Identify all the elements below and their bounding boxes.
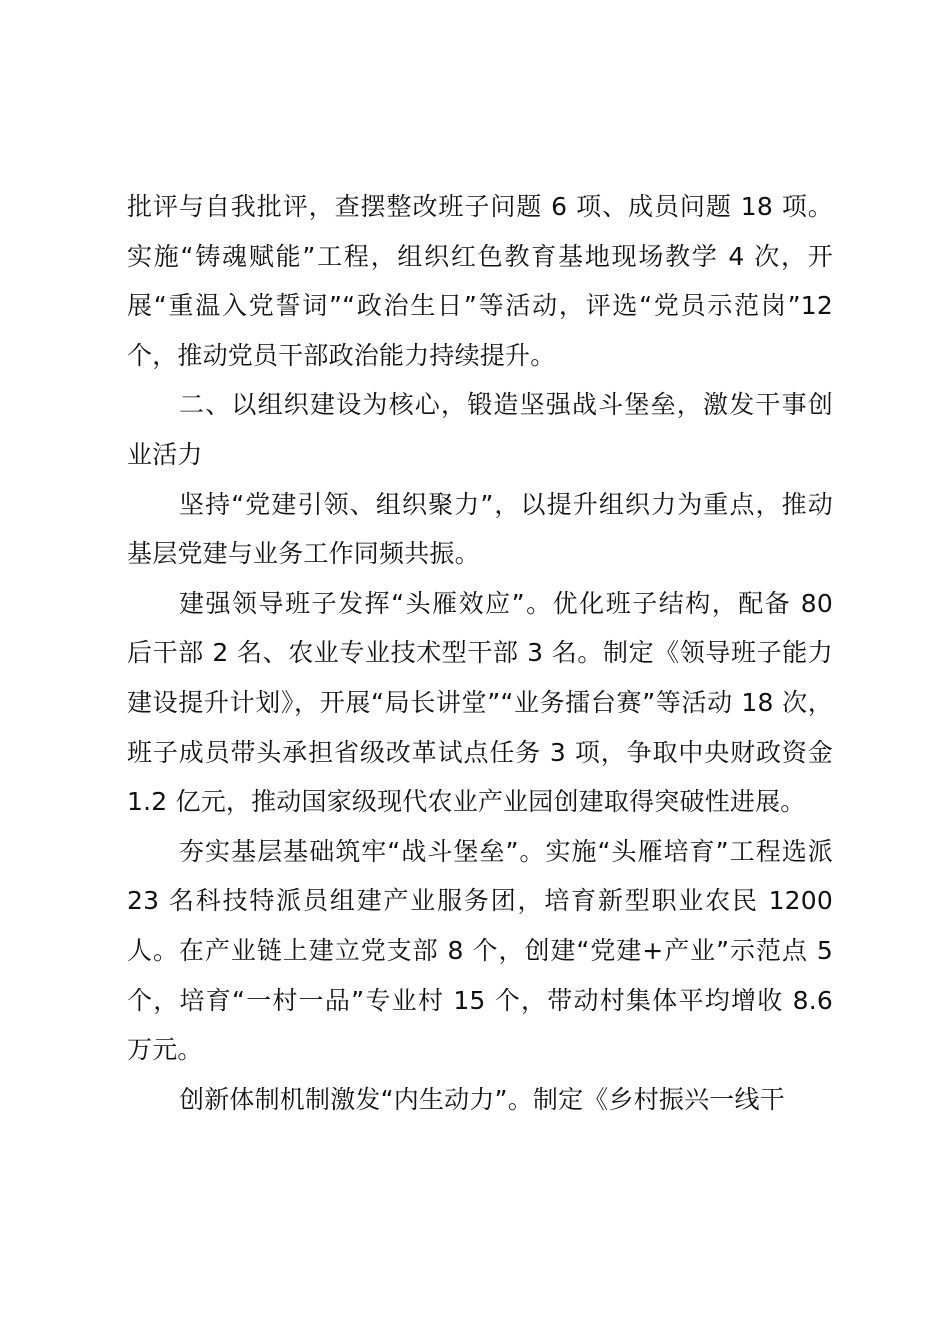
section-heading-organization: 二、以组织建设为核心，锻造坚强战斗堡垒，激发干事创业活力 [127,390,833,469]
document-body [127,182,833,1124]
paragraph-institutional-innovation: 创新体制机制激发“内生动力”。制定《乡村振兴一线干 [179,1084,785,1114]
paragraph-party-leadership: 坚持“党建引领、组织聚力”，以提升组织力为重点，推动基层党建与业务工作同频共振。 [127,489,833,569]
paragraph-leadership-team: 建强领导班子发挥“头雁效应”。优化班子结构，配备 80 后干部 2 名、农业专业技术型干部 3 名。制定《领导班子能力建设提升计划》，开展“局长讲堂”“业务擂台赛”等活动 18 次，班子成员带头承担省级改革试点任务 3 项，争取中央财政资金 1.2 亿元，推动国家级现代农业产业园创建取得突破性进展。 [127,588,833,817]
paragraph-self-criticism: 批评与自我批评，查摆整改班子问题 6 项、成员问题 18 项。实施“铸魂赋能”工程，组织红色教育基地现场教学 4 次，开展“重温入党誓词”“政治生日”等活动，评选“党员示范岗”12 个，推动党员干部政治能力持续提升。 [127,192,833,370]
paragraph-grassroots: 夯实基层基础筑牢“战斗堡垒”。实施“头雁培育”工程选派 23 名科技特派员组建产业服务团，培育新型职业农民 1200 人。在产业链上建立党支部 8 个，创建“党建+产业”示范点 5 个，培育“一村一品”专业村 15 个，带动村集体平均增收 8.6 万元。 [127,836,833,1065]
